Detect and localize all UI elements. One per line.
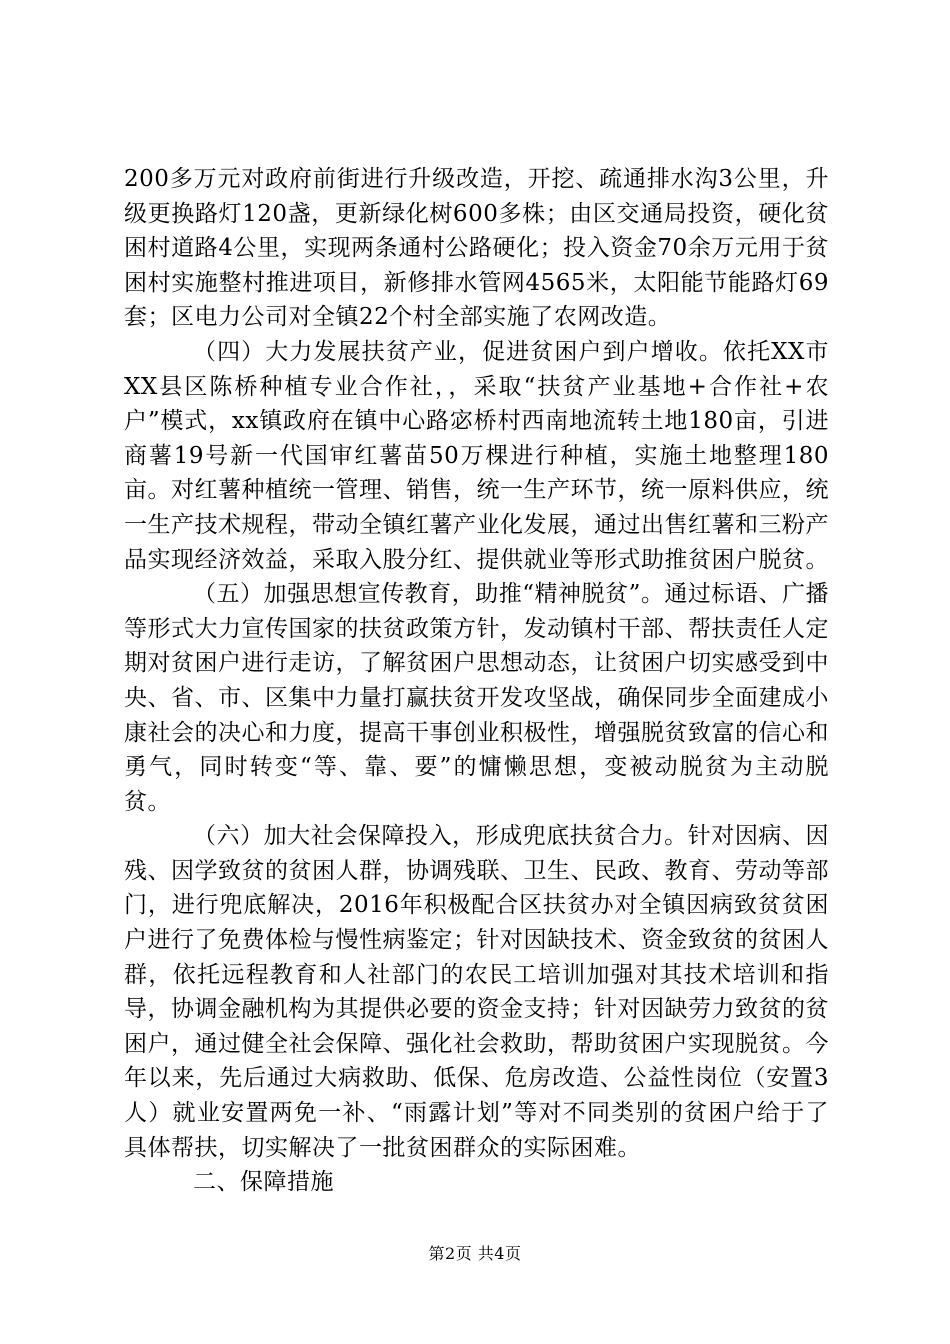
paragraph-infrastructure: 200多万元对政府前街进行升级改造，开挖、疏通排水沟3公里，升级更换路灯120盏，更新绿化树600多株；由区交通局投资，硬化贫困村道路4公里，实现两条通村公路硬化；投入资金70余万元用于贫困村实施整村推进项目，新修排水管网4565米，太阳能节能路灯69套；区电力公司对全镇22个村全部实施了农网改造。 (124, 166, 829, 331)
section-heading: 二、保障措施 (193, 1169, 334, 1196)
page-footer: 第2页 共4页 (428, 1244, 522, 1263)
paragraph-social-security: （六）加大社会保障投入，形成兜底扶贫合力。针对因病、因残、因学致贫的贫困人群，协调残联、卫生、民政、教育、劳动等部门，进行兜底解决，2016年积极配合区扶贫办对全镇因病致贫贫困户进行了免费体检与慢性病鉴定；针对因缺技术、资金致贫的贫困人群，依托远程教育和人社部门的农民工培训加强对其技术培训和指导，协调金融机构为其提供必要的资金支持；针对因缺劳力致贫的贫困户，通过健全社会保障、强化社会救助，帮助贫困户实现脱贫。今年以来，先后通过大病救助、低保、危房改造、公益性岗位（安置3人）就业安置两免一补、“雨露计划”等对不同类别的贫困户给于了具体帮扶，切实解决了一批贫困群众的实际困难。 (124, 823, 829, 1161)
document-body (124, 162, 829, 1200)
paragraph-education: （五）加强思想宣传教育，助推“精神脱贫”。通过标语、广播等形式大力宣传国家的扶贫政策方针，发动镇村干部、帮扶责任人定期对贫困户进行走访，了解贫困户思想动态，让贫困户切实感受到中央、省、市、区集中力量打赢扶贫开发攻坚战，确保同步全面建成小康社会的决心和力度，提高干事创业积极性，增强脱贫致富的信心和勇气，同时转变“等、靠、要”的慵懒思想，变被动脱贫为主动脱贫。 (124, 581, 829, 815)
paragraph-industry: （四）大力发展扶贫产业，促进贫困户到户增收。依托XX市XX县区陈桥种植专业合作社，，采取“扶贫产业基地+合作社+农户”模式，xx镇政府在镇中心路宓桥村西南地流转土地180亩，引进商薯19号新一代国审红薯苗50万棵进行种植，实施土地整理180亩。对红薯种植统一管理、销售，统一生产环节，统一原料供应，统一生产技术规程，带动全镇红薯产业化发展，通过出售红薯和三粉产品实现经济效益，采取入股分红、提供就业等形式助推贫困户脱贫。 (124, 338, 829, 573)
